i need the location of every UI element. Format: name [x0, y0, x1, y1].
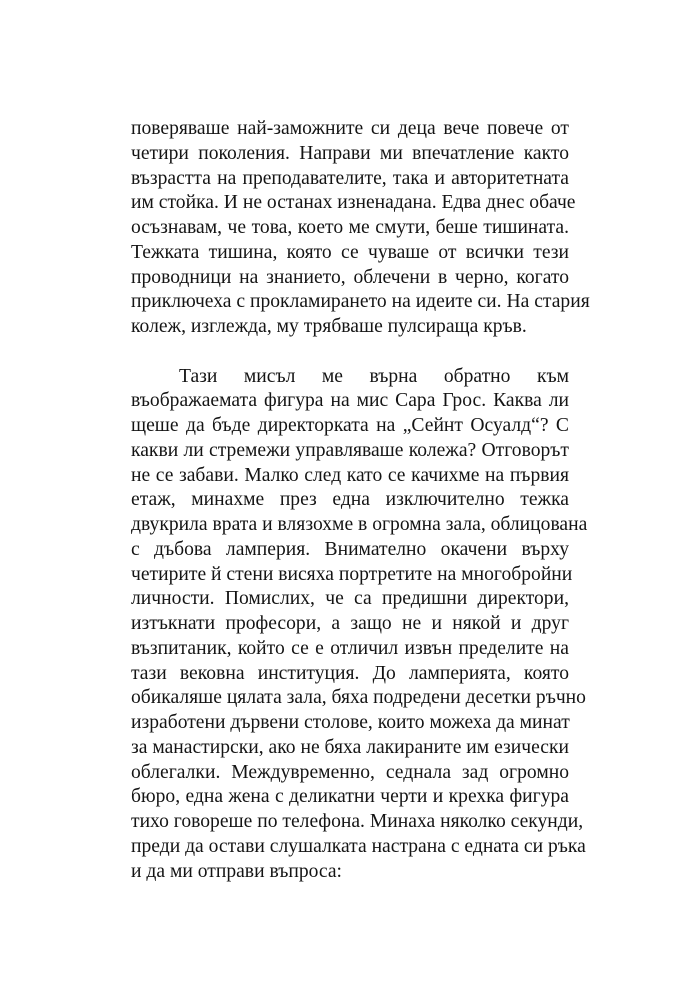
text-line: щеше да бъде директорката на „Сейнт Осуалд“? С: [131, 415, 569, 436]
text-line: приключеха с прокламирането на идеите си. На стария: [131, 291, 590, 313]
text-line: възпитаник, който се е отличил извън пределите на: [131, 637, 569, 659]
text-line: въображаемата фигура на мис Сара Грос. Каква ли: [131, 390, 569, 412]
text-line: какви ли стремежи управляваше колежа? Отговорът: [131, 439, 569, 461]
text-line: поверяваше най-заможните си деца вече повече от: [131, 118, 569, 139]
text-line: Тежката тишина, която се чуваше от всички тези: [131, 241, 569, 263]
text-line: облегалки. Междувременно, седнала зад огромно: [131, 761, 569, 783]
text-line: Тази мисъл ме върна обратно към: [179, 365, 569, 387]
body-text: [131, 117, 590, 884]
text-line: с дъбова ламперия. Внимателно окачени върху: [131, 538, 569, 560]
text-line: възрастта на преподавателите, така и авторитетната: [131, 167, 569, 189]
text-line: етаж, минахме през една изключително тежка: [131, 489, 569, 511]
text-line: четири поколения. Направи ми впечатление както: [131, 142, 569, 164]
text-line: изтъкнати професори, а защо не и някой и друг: [131, 613, 569, 634]
text-line: тихо говореше по телефона. Минаха няколко секунди,: [131, 811, 584, 832]
text-line: проводници на знанието, облечени в черно, когато: [131, 266, 569, 288]
text-line: колеж, изглежда, му трябваше пулсираща кръв.: [131, 316, 527, 337]
text-line: им стойка. И не останах изненадана. Едва днес обаче: [131, 192, 576, 214]
paragraph-2: [131, 365, 588, 885]
text-line: тази вековна институция. До ламперията, която: [131, 662, 569, 684]
text-line: обикаляше цялата зала, бяха подредени десетки ръчно: [131, 687, 586, 709]
text-line: преди да остави слушалката настрана с едната си ръка: [131, 835, 586, 857]
text-line: за манастирски, ако не бяха лакираните им езически: [131, 736, 569, 758]
text-line: бюро, една жена с деликатни черти и крехка фигура: [131, 786, 569, 808]
text-line: не се забави. Малко след като се качихме на първия: [131, 464, 569, 486]
text-line: четирите й стени висяха портретите на многобройни: [131, 563, 573, 585]
paragraph-1: [131, 117, 590, 340]
text-line: изработени дървени столове, които можеха да минат: [131, 712, 570, 733]
text-line: двукрила врата и влязохме в огромна зала, облицована: [131, 514, 588, 535]
text-line: осъзнавам, че това, което ме смути, беше тишината.: [131, 217, 569, 238]
text-line: личности. Помислих, че са предишни директори,: [131, 588, 569, 610]
text-line: и да ми отправи въпроса:: [131, 860, 342, 882]
